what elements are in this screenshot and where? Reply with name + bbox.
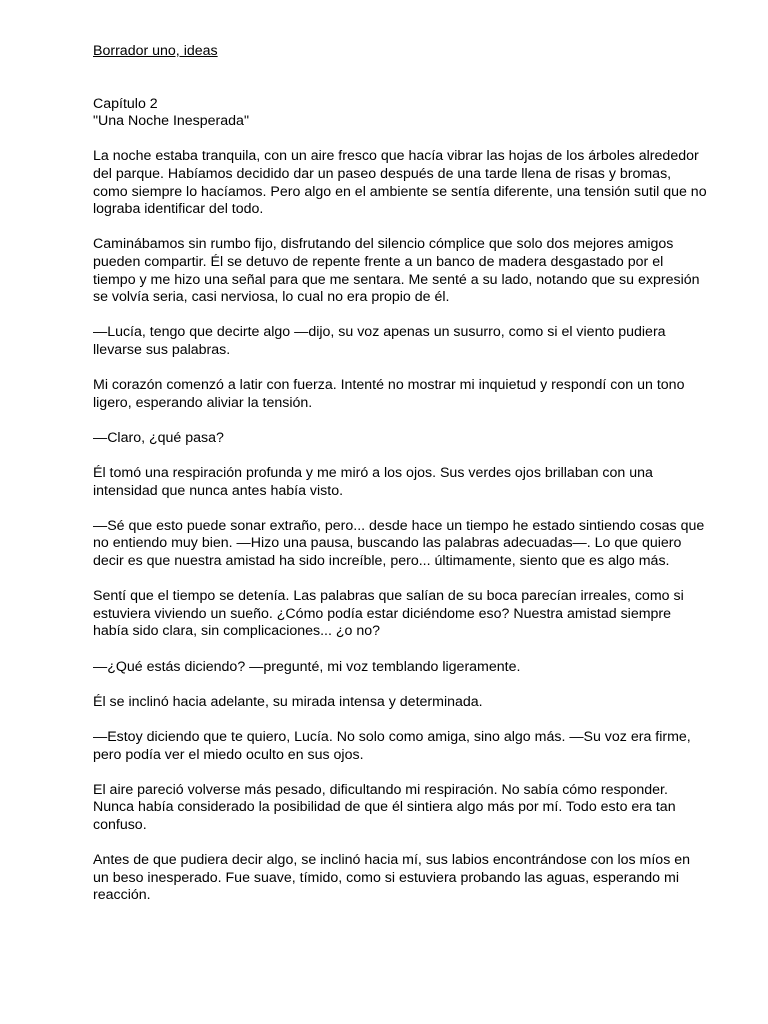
- chapter-title: "Una Noche Inesperada": [93, 113, 249, 130]
- document-heading: Borrador uno, ideas: [93, 43, 218, 59]
- chapter-header: [93, 96, 708, 131]
- paragraph: —Claro, ¿qué pasa?: [93, 429, 224, 446]
- paragraph: —Sé que esto puede sonar extraño, pero... desde hace un tiempo he estado sintiendo cosas que no entiendo muy bien. —Hizo una pausa, buscando las palabras adecuadas—. Lo que quiero decir es que nuestra amistad ha sido increíble, pero... últimamente, siento que es algo más.: [93, 517, 705, 570]
- paragraph: —Lucía, tengo que decirte algo —dijo, su voz apenas un susurro, como si el viento pudiera llevarse sus palabras.: [93, 324, 666, 358]
- paragraph: Sentí que el tiempo se detenía. Las palabras que salían de su boca parecían irreales, como si estuviera viviendo un sueño. ¿Cómo podía estar diciéndome eso? Nuestra amistad siempre había sido clara, sin complicaciones... ¿o no?: [93, 588, 684, 640]
- paragraph: Antes de que pudiera decir algo, se inclinó hacia mí, sus labios encontrándose con los míos en un beso inesperado. Fue suave, tímido, como si estuviera probando las aguas, esperando mi reacción.: [93, 852, 691, 904]
- chapter-label: Capítulo 2: [93, 95, 158, 112]
- paragraph: La noche estaba tranquila, con un aire fresco que hacía vibrar las hojas de los árboles alrededor del parque. Habíamos decidido dar un paseo después de una tarde llena de risas y bromas, como siempre lo hacíamos. Pero algo en el ambiente se sentía diferente, una tensión sutil que no lograba identificar del todo.: [93, 148, 707, 218]
- paragraph: El aire pareció volverse más pesado, dificultando mi respiración. No sabía cómo responder. Nunca había considerado la posibilidad de que él sintiera algo más por mí. Todo esto era tan confuso.: [93, 781, 676, 833]
- paragraph: Caminábamos sin rumbo fijo, disfrutando del silencio cómplice que solo dos mejores amigos pueden compartir. Él se detuvo de repente frente a un banco de madera desgastado por el tiempo y me hizo una señal para que me sentara. Me senté a su lado, notando que su expresión se volvía seria, casi nerviosa, lo cual no era propio de él.: [93, 236, 700, 306]
- paragraph: —Estoy diciendo que te quiero, Lucía. No solo como amiga, sino algo más. —Su voz era firme, pero podía ver el miedo oculto en sus ojos.: [93, 728, 691, 763]
- paragraph: —¿Qué estás diciendo? —pregunté, mi voz temblando ligeramente.: [93, 658, 521, 675]
- paragraph: Mi corazón comenzó a latir con fuerza. Intenté no mostrar mi inquietud y respondí con un tono ligero, esperando aliviar la tensión.: [93, 377, 685, 411]
- paragraph: Él tomó una respiración profunda y me miró a los ojos. Sus verdes ojos brillaban con una intensidad que nunca antes había visto.: [93, 465, 653, 499]
- paragraph: Él se inclinó hacia adelante, su mirada intensa y determinada.: [93, 693, 483, 710]
